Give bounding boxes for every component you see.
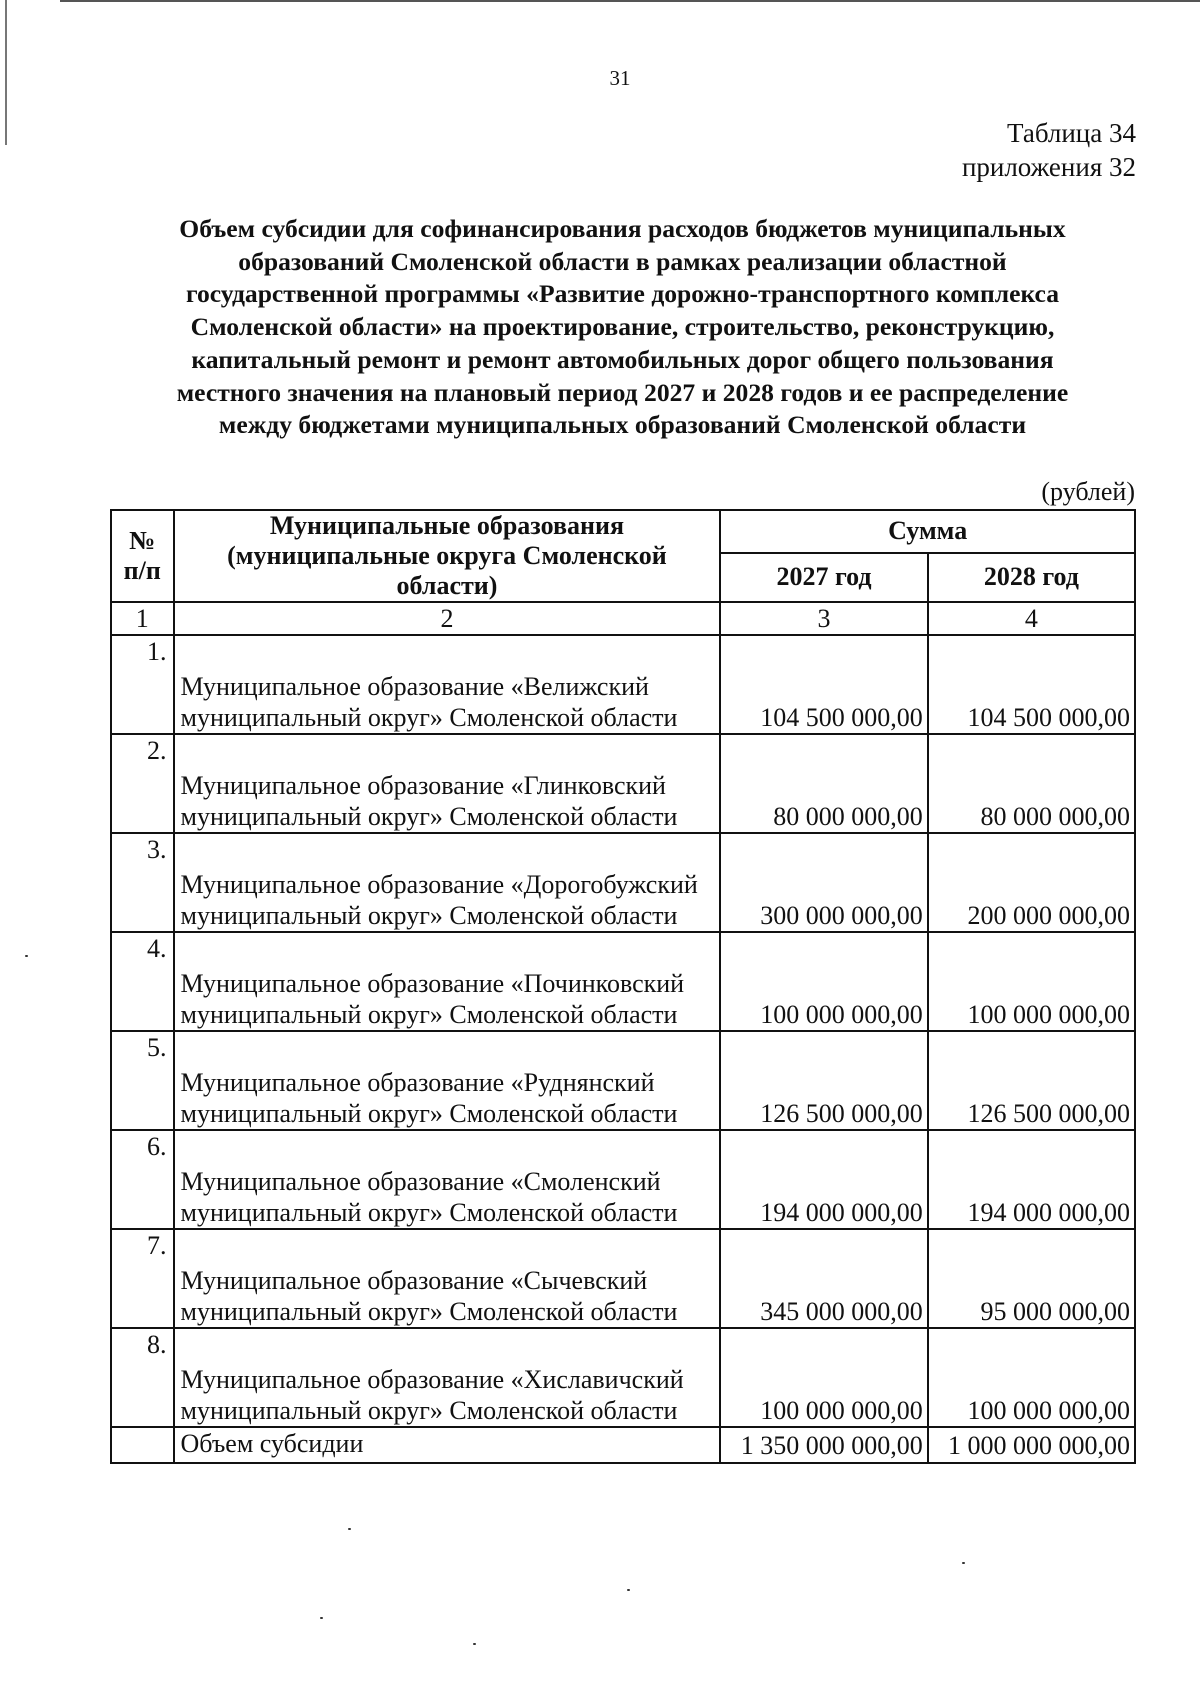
table-row	[111, 635, 1135, 734]
title-line: Объем субсидии для софинансирования расходов бюджетов муниципальных	[179, 214, 1066, 243]
row-number: 8.	[111, 1328, 174, 1427]
amount-2027: 300 000 000,00	[720, 833, 927, 932]
row-number: 2.	[111, 734, 174, 833]
municipality-name: Муниципальное образование «Велижский муниципальный округ» Смоленской области	[174, 635, 721, 734]
header-municipality: Муниципальные образования (муниципальные округа Смоленской области)	[174, 510, 721, 602]
row-number: 5.	[111, 1031, 174, 1130]
row-number: 3.	[111, 833, 174, 932]
subsidy-table	[110, 509, 1136, 1464]
municipality-name: Муниципальное образование «Руднянский муниципальный округ» Смоленской области	[174, 1031, 721, 1130]
total-label: Объем субсидии	[174, 1427, 721, 1463]
total-row	[111, 1427, 1135, 1463]
municipality-name: Муниципальное образование «Глинковский муниципальный округ» Смоленской области	[174, 734, 721, 833]
table-row	[111, 1328, 1135, 1427]
scan-speck	[320, 1617, 323, 1619]
header-number: № п/п	[111, 510, 174, 602]
column-index-row	[111, 602, 1135, 635]
row-number: 6.	[111, 1130, 174, 1229]
amount-2027: 100 000 000,00	[720, 1328, 927, 1427]
title-line: Смоленской области» на проектирование, строительство, реконструкцию,	[190, 312, 1055, 342]
amount-2028: 200 000 000,00	[928, 833, 1135, 932]
amount-2028: 100 000 000,00	[928, 1328, 1135, 1427]
document-title	[115, 213, 1130, 442]
title-line: местного значения на плановый период 2027 и 2028 годов и ее распределение	[176, 377, 1069, 407]
row-number: 1.	[111, 635, 174, 734]
total-2028: 1 000 000 000,00	[928, 1427, 1135, 1463]
municipality-name: Муниципальное образование «Починковский муниципальный округ» Смоленской области	[174, 932, 721, 1031]
total-2027: 1 350 000 000,00	[720, 1427, 927, 1463]
amount-2027: 80 000 000,00	[720, 734, 927, 833]
title-line: образований Смоленской области в рамках реализации областной	[238, 246, 1007, 276]
amount-2027: 100 000 000,00	[720, 932, 927, 1031]
column-index: 2	[174, 602, 721, 635]
municipality-name: Муниципальное образование «Сычевский муниципальный округ» Смоленской области	[174, 1229, 721, 1328]
row-number: 4.	[111, 932, 174, 1031]
amount-2027: 104 500 000,00	[720, 635, 927, 734]
column-index: 3	[720, 602, 927, 635]
amount-2028: 126 500 000,00	[928, 1031, 1135, 1130]
table-row	[111, 932, 1135, 1031]
row-number: 7.	[111, 1229, 174, 1328]
table-row	[111, 833, 1135, 932]
table-row	[111, 1130, 1135, 1229]
header-sum: Сумма	[720, 510, 1135, 553]
scan-speck	[962, 1562, 965, 1564]
table-row	[111, 734, 1135, 833]
amount-2027: 345 000 000,00	[720, 1229, 927, 1328]
scan-speck	[473, 1643, 476, 1645]
scan-edge-top	[60, 0, 1200, 2]
table-label: Таблица 34	[1007, 118, 1136, 148]
title-line: между бюджетами муниципальных образований Смоленской области	[218, 410, 1027, 440]
appendix-label: приложения 32	[961, 152, 1136, 182]
title-line: государственной программы «Развитие дорожно-транспортного комплекса	[185, 279, 1060, 309]
table-row	[111, 1031, 1135, 1130]
table-row	[111, 1229, 1135, 1328]
municipality-name: Муниципальное образование «Дорогобужский муниципальный округ» Смоленской области	[174, 833, 721, 932]
amount-2028: 80 000 000,00	[928, 734, 1135, 833]
municipality-name: Муниципальное образование «Смоленский муниципальный округ» Смоленской области	[174, 1130, 721, 1229]
amount-2027: 126 500 000,00	[720, 1031, 927, 1130]
amount-2028: 100 000 000,00	[928, 932, 1135, 1031]
scan-speck	[627, 1589, 630, 1591]
header-year-2028: 2028 год	[928, 553, 1135, 602]
appendix-reference	[962, 116, 1136, 184]
amount-2028: 95 000 000,00	[928, 1229, 1135, 1328]
column-index: 1	[111, 602, 174, 635]
scan-speck	[25, 955, 28, 957]
title-line: капитальный ремонт и ремонт автомобильных дорог общего пользования	[191, 344, 1054, 374]
amount-2027: 194 000 000,00	[720, 1130, 927, 1229]
municipality-name: Муниципальное образование «Хиславичский муниципальный округ» Смоленской области	[174, 1328, 721, 1427]
amount-2028: 194 000 000,00	[928, 1130, 1135, 1229]
column-index: 4	[928, 602, 1135, 635]
amount-2028: 104 500 000,00	[928, 635, 1135, 734]
total-number-cell	[111, 1427, 174, 1463]
page-number: 31	[609, 66, 631, 90]
scan-speck	[348, 1528, 351, 1530]
header-year-2027: 2027 год	[720, 553, 927, 602]
units-label: (рублей)	[1041, 477, 1135, 506]
